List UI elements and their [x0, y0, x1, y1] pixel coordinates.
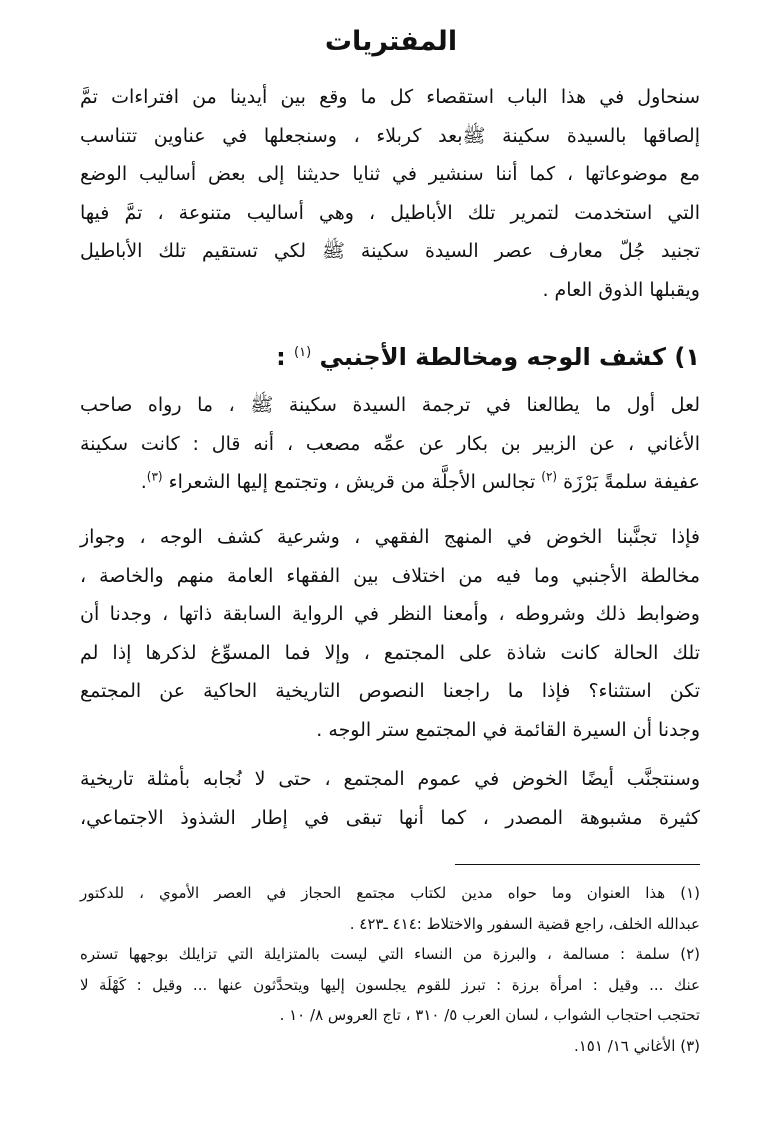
- text-line: تجنيد جُلّ معارف عصر السيدة سكينة ﷺ لكي تستقيم تلك الأباطيل: [80, 240, 700, 262]
- footnote-line: عبدالله الخلف، راجع قضية السفور والاختلاط :٤١٤ ـ٤٢٣ .: [349, 914, 700, 933]
- footnote-separator: [455, 864, 700, 865]
- footnote-2: [80, 939, 700, 1031]
- text-line: وسنتجنَّب أيضًا الخوض في عموم المجتمع ، حتى لا نُجابه بأمثلة تاريخية: [80, 768, 700, 790]
- first-paragraph: [80, 386, 700, 502]
- footnote-marker: (٣): [146, 469, 163, 484]
- text-line-with-notes: [80, 463, 700, 502]
- footnote-line: عنك ... وقيل : امرأة برزة : تبرز للقوم يجلسون إليها ويتحدَّثون عنها ... وقيل : كَهْلَة لا: [80, 975, 700, 994]
- text-line: مخالطة الأجنبي وما فيه من اختلاف بين الفقهاء العامة منهم والخاصة ،: [80, 564, 700, 587]
- text-line: لعل أول ما يطالعنا في ترجمة السيدة سكينة ﷺ ، ما رواه صاحب: [80, 394, 700, 416]
- footnote-1: [80, 878, 700, 939]
- text-line: تكن استثناء؟ فإذا ما راجعنا النصوص التاريخية الحاكية عن المجتمع: [80, 680, 700, 702]
- text-line: وجدنا أن السيرة القائمة في المجتمع ستر الوجه .: [316, 718, 700, 741]
- text-line: التي استخدمت لتمرير تلك الأباطيل ، وهي أساليب متنوعة ، تمَّ فيها: [80, 201, 700, 224]
- section-heading-colon: :: [276, 343, 295, 371]
- footnote-marker: (٢): [541, 469, 558, 484]
- text-segment: .: [140, 471, 147, 493]
- second-paragraph: [80, 518, 700, 749]
- page-title: المفتريات: [324, 26, 458, 57]
- intro-paragraph: [80, 78, 700, 309]
- footnotes: [80, 878, 700, 1061]
- text-line: مع موضوعاتها ، كما أننا سنشير في ثنايا حديثنا إلى بعض أساليب الوضع: [80, 163, 700, 185]
- footnote-line: (٣) الأغاني ١٦/ ١٥١.: [573, 1036, 700, 1055]
- section-heading: [80, 333, 700, 377]
- text-line: سنحاول في هذا الباب استقصاء كل ما وقع بين أيدينا من افتراءات تمَّ: [80, 86, 700, 108]
- text-line: وضوابط ذلك وشروطه ، وأمعنا النظر في الرواية السابقة ذاتها ، وجدنا أن: [80, 603, 700, 625]
- section-heading-text: ١) كشف الوجه ومخالطة الأجنبي: [319, 343, 700, 371]
- footnote-line: تحتجب احتجاب الشواب ، لسان العرب ٥/ ٣١٠ ، تاج العروس ٨/ ١٠ .: [279, 1006, 700, 1024]
- text-segment: عفيفة سلمةً بَرْزَة: [557, 471, 700, 493]
- footnote-marker: (١): [294, 345, 312, 360]
- third-paragraph: [80, 760, 700, 837]
- text-segment: تجالس الأجلَّة من قريش ، وتجتمع إليها الشعراء: [162, 471, 542, 493]
- text-line: إلصاقها بالسيدة سكينة ﷺبعد كربلاء ، وسنجعلها في عناوين تتناسب: [80, 124, 700, 147]
- footnote-3: [80, 1031, 700, 1062]
- text-line: ويقبلها الذوق العام .: [542, 278, 700, 301]
- text-line: الأغاني ، عن الزبير بن بكار عن عمِّه مصعب ، أنه قال : كانت سكينة: [80, 432, 700, 455]
- text-line: تلك الحالة كانت شاذة على المجتمع ، وإلا فما المسوِّغ لذكرها إذا لم: [80, 641, 700, 664]
- text-line: فإذا تجنَّبنا الخوض في المنهج الفقهي ، وشرعية كشف الوجه ، وجواز: [80, 526, 700, 548]
- footnote-line: (٢) سلمة : مسالمة ، والبرزة من النساء التي ليست بالمتزايلة التي تزايلك بوجهها تستره: [80, 945, 700, 963]
- footnote-line: (١) هذا العنوان وما حواه مدين لكتاب مجتمع الحجاز في العصر الأموي ، للدكتور: [80, 884, 700, 902]
- text-line: كثيرة مشبوهة المصدر ، كما أنها تبقى في إطار الشذوذ الاجتماعي،: [80, 806, 700, 829]
